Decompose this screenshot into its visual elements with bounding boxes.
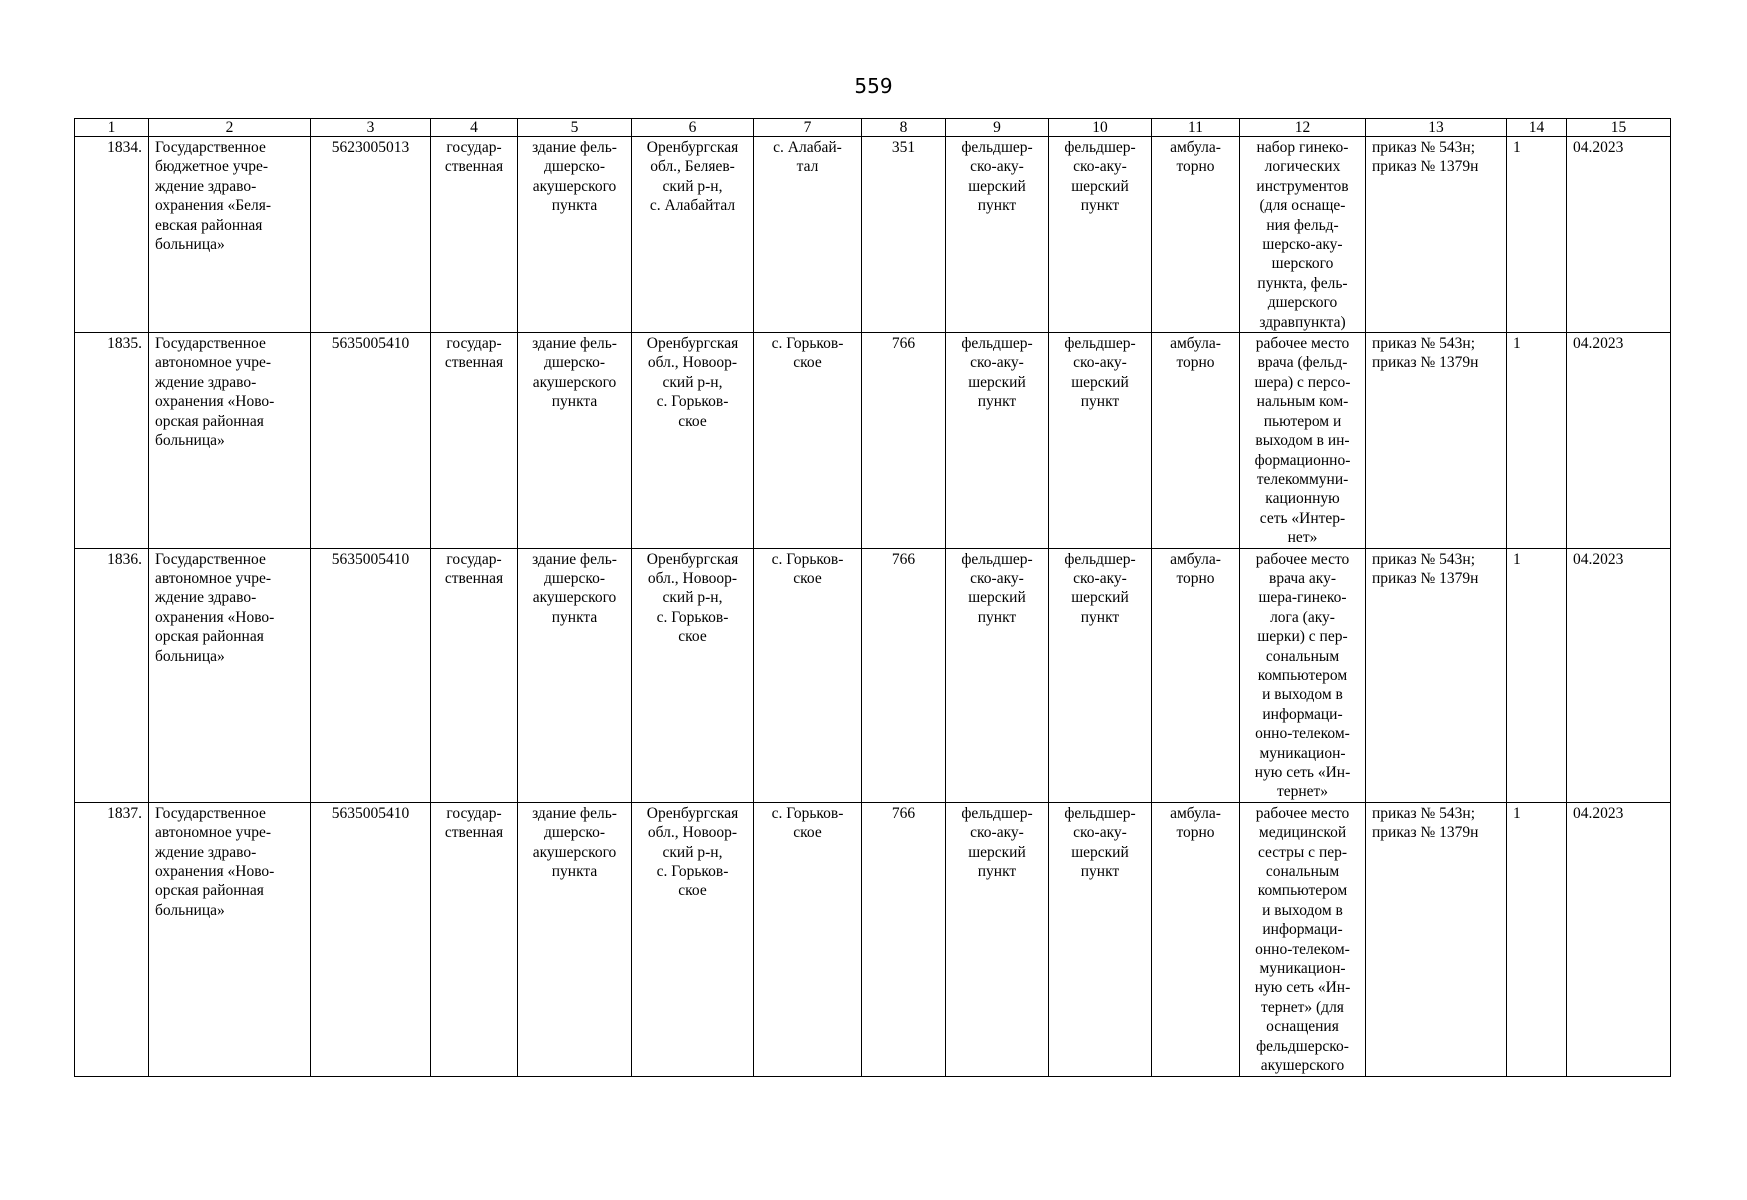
row-number-cell: 1837. [75, 802, 149, 1076]
registry-table [74, 118, 1671, 1077]
header-col-15: 15 [1567, 119, 1671, 137]
page-number: 559 [854, 74, 893, 98]
date-cell: 04.2023 [1567, 802, 1671, 1076]
header-col-7: 7 [754, 119, 862, 137]
date-cell: 04.2023 [1567, 333, 1671, 548]
address-cell: Оренбургская обл., Новоор- ский р-н, с. Горьков- ское [632, 333, 754, 548]
row-number-cell: 1835. [75, 333, 149, 548]
equipment-cell: рабочее место медицинской сестры с пер- сональным компьютером и выходом в информаци- онно-телеком- муникацион- ную сеть «Ин- тернет» (для оснащения фельдшерско- акушерского [1240, 802, 1366, 1076]
quantity-cell: 1 [1507, 548, 1567, 802]
header-col-8: 8 [862, 119, 946, 137]
header-col-14: 14 [1507, 119, 1567, 137]
code-cell: 766 [862, 333, 946, 548]
address-cell: Оренбургская обл., Новоор- ский р-н, с. Горьков- ское [632, 548, 754, 802]
header-row [75, 119, 1671, 137]
ownership-cell: государ- ственная [431, 802, 518, 1076]
care-conditions-cell: амбула- торно [1152, 548, 1240, 802]
inn-cell: 5635005410 [311, 802, 431, 1076]
ownership-cell: государ- ственная [431, 333, 518, 548]
header-col-10: 10 [1049, 119, 1152, 137]
header-col-3: 3 [311, 119, 431, 137]
facility-subtype-cell: фельдшер- ско-аку- шерский пункт [1049, 548, 1152, 802]
organization-cell: Государственное бюджетное учре- ждение здраво- охранения «Беля- евская районная больница» [149, 137, 311, 333]
care-conditions-cell: амбула- торно [1152, 137, 1240, 333]
inn-cell: 5635005410 [311, 333, 431, 548]
quantity-cell: 1 [1507, 802, 1567, 1076]
settlement-cell: с. Горьков- ское [754, 333, 862, 548]
care-conditions-cell: амбула- торно [1152, 802, 1240, 1076]
organization-cell: Государственное автономное учре- ждение здраво- охранения «Ново- орская районная больница» [149, 802, 311, 1076]
ownership-cell: государ- ственная [431, 137, 518, 333]
code-cell: 351 [862, 137, 946, 333]
row-number-cell: 1834. [75, 137, 149, 333]
organization-cell: Государственное автономное учре- ждение здраво- охранения «Ново- орская районная больница» [149, 333, 311, 548]
date-cell: 04.2023 [1567, 548, 1671, 802]
facility-subtype-cell: фельдшер- ско-аку- шерский пункт [1049, 802, 1152, 1076]
facility-type-cell: фельдшер- ско-аку- шерский пункт [946, 802, 1049, 1076]
date-cell: 04.2023 [1567, 137, 1671, 333]
inn-cell: 5635005410 [311, 548, 431, 802]
order-cell: приказ № 543н; приказ № 1379н [1366, 333, 1507, 548]
equipment-cell: рабочее место врача (фельд- шера) с персо- нальным ком- пьютером и выходом в ин- формационно- телекоммуни- кационную сеть «Интер- нет» [1240, 333, 1366, 548]
header-col-5: 5 [518, 119, 632, 137]
organization-cell: Государственное автономное учре- ждение здраво- охранения «Ново- орская районная больница» [149, 548, 311, 802]
header-col-6: 6 [632, 119, 754, 137]
row-number-cell: 1836. [75, 548, 149, 802]
address-cell: Оренбургская обл., Беляев- ский р-н, с. Алабайтал [632, 137, 754, 333]
table-row [75, 333, 1671, 548]
code-cell: 766 [862, 548, 946, 802]
header-col-4: 4 [431, 119, 518, 137]
equipment-cell: набор гинеко- логических инструментов (для оснаще- ния фельд- шерско-аку- шерского пункта, фель- дшерского здравпункта) [1240, 137, 1366, 333]
address-cell: Оренбургская обл., Новоор- ский р-н, с. Горьков- ское [632, 802, 754, 1076]
care-conditions-cell: амбула- торно [1152, 333, 1240, 548]
building-cell: здание фель- дшерско- акушерского пункта [518, 333, 632, 548]
order-cell: приказ № 543н; приказ № 1379н [1366, 548, 1507, 802]
building-cell: здание фель- дшерско- акушерского пункта [518, 802, 632, 1076]
settlement-cell: с. Горьков- ское [754, 802, 862, 1076]
order-cell: приказ № 543н; приказ № 1379н [1366, 802, 1507, 1076]
table-row [75, 548, 1671, 802]
quantity-cell: 1 [1507, 333, 1567, 548]
facility-type-cell: фельдшер- ско-аку- шерский пункт [946, 548, 1049, 802]
settlement-cell: с. Алабай- тал [754, 137, 862, 333]
building-cell: здание фель- дшерско- акушерского пункта [518, 548, 632, 802]
ownership-cell: государ- ственная [431, 548, 518, 802]
header-col-12: 12 [1240, 119, 1366, 137]
header-col-9: 9 [946, 119, 1049, 137]
facility-type-cell: фельдшер- ско-аку- шерский пункт [946, 137, 1049, 333]
equipment-cell: рабочее место врача аку- шера-гинеко- лога (аку- шерки) с пер- сональным компьютером и выходом в информаци- онно-телеком- муникацион- ную сеть «Ин- тернет» [1240, 548, 1366, 802]
header-col-13: 13 [1366, 119, 1507, 137]
table-row [75, 802, 1671, 1076]
building-cell: здание фель- дшерско- акушерского пункта [518, 137, 632, 333]
header-col-1: 1 [75, 119, 149, 137]
facility-subtype-cell: фельдшер- ско-аку- шерский пункт [1049, 333, 1152, 548]
header-col-11: 11 [1152, 119, 1240, 137]
quantity-cell: 1 [1507, 137, 1567, 333]
facility-type-cell: фельдшер- ско-аку- шерский пункт [946, 333, 1049, 548]
header-col-2: 2 [149, 119, 311, 137]
facility-subtype-cell: фельдшер- ско-аку- шерский пункт [1049, 137, 1152, 333]
inn-cell: 5623005013 [311, 137, 431, 333]
code-cell: 766 [862, 802, 946, 1076]
order-cell: приказ № 543н; приказ № 1379н [1366, 137, 1507, 333]
table-row [75, 137, 1671, 333]
settlement-cell: с. Горьков- ское [754, 548, 862, 802]
